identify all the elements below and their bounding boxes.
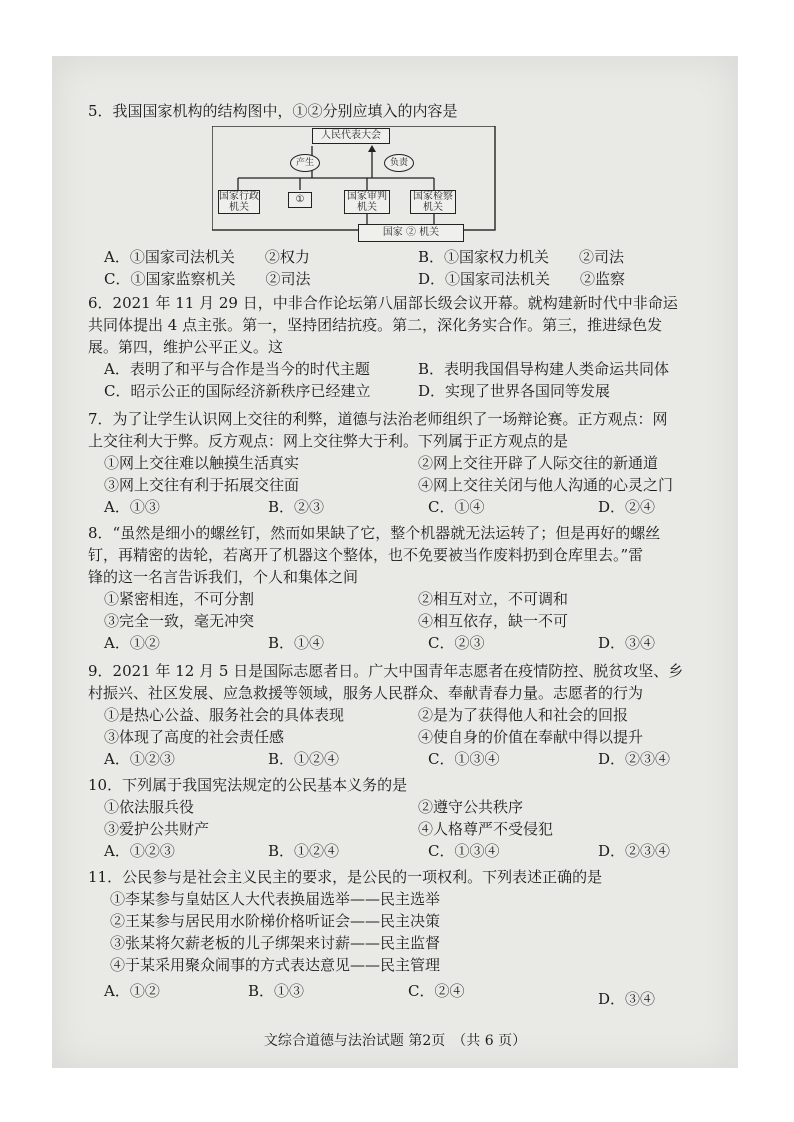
- statement-3: ③完全一致，毫无冲突: [104, 612, 255, 630]
- statement-4: ④网上交往关闭与他人沟通的心灵之门: [418, 476, 674, 494]
- statement-1: ①网上交往难以触摸生活真实: [104, 454, 300, 472]
- question-stem: 展。第四，维护公平正义。这: [88, 338, 284, 356]
- question-10: [88, 774, 720, 862]
- diagram-box-procuratorial: 国家检察机关: [410, 190, 456, 214]
- option-d: D．②③④: [598, 750, 671, 768]
- option-d: D．②③④: [598, 842, 671, 860]
- option-d: D．③④: [598, 990, 656, 1008]
- question-stem: 6．2021 年 11 月 29 日，中非合作论坛第八届部长级会议开幕。就构建新时代中非命运: [88, 294, 678, 312]
- diagram-bottom-box: 国家 ② 机关: [358, 224, 464, 242]
- option-b: B．②③: [268, 498, 325, 516]
- question-8: [88, 522, 720, 654]
- question-stem: 7．为了让学生认识网上交往的利弊，道德与法治老师组织了一场辩论赛。正方观点：网: [88, 410, 668, 428]
- question-stem: 9．2021 年 12 月 5 日是国际志愿者日。广大中国青年志愿者在疫情防控、脱贫攻坚、乡: [88, 662, 684, 680]
- option-c: C．昭示公正的国际经济新秩序已经建立: [104, 382, 371, 400]
- question-stem: 村振兴、社区发展、应急救援等领域，服务人民群众、奉献青春力量。志愿者的行为: [88, 684, 644, 702]
- question-stem: 共同体提出 4 点主张。第一，坚持团结抗疫。第二，深化务实合作。第三，推进绿色发: [88, 316, 663, 334]
- statement-2: ②是为了获得他人和社会的回报: [418, 706, 629, 724]
- statement-2: ②遵守公共秩序: [418, 798, 524, 816]
- statement-4: ④相互依存，缺一不可: [418, 612, 569, 630]
- statement-4: ④使自身的价值在奉献中得以提升: [418, 728, 644, 746]
- question-9: [88, 660, 720, 770]
- statement-2: ②网上交往开辟了人际交往的新通道: [418, 454, 659, 472]
- option-a: A．①②③: [104, 750, 175, 768]
- statement-2: ②王某参与居民用水阶梯价格听证会——民主决策: [110, 912, 441, 930]
- statement-1: ①紧密相连，不可分割: [104, 590, 255, 608]
- option-a: A．①②: [104, 634, 160, 652]
- question-stem: 锋的这一名言告诉我们，个人和集体之间: [88, 568, 359, 586]
- diagram-circle-produce: 产生: [290, 154, 320, 172]
- option-c: C．①③④: [428, 842, 500, 860]
- statement-3: ③爱护公共财产: [104, 820, 210, 838]
- option-b: B．①国家权力机关 ②司法: [418, 248, 625, 266]
- option-b: B．①②④: [268, 842, 340, 860]
- diagram-box-administrative: 国家行政机关: [219, 191, 259, 213]
- diagram-top-box: 人民代表大会: [312, 128, 390, 144]
- question-stem: 上交往利大于弊。反方观点：网上交往弊大于利。下列属于正方观点的是: [88, 432, 569, 450]
- option-b: B．①②④: [268, 750, 340, 768]
- statement-3: ③网上交往有利于拓展交往面: [104, 476, 300, 494]
- option-a: A．表明了和平与合作是当今的时代主题: [104, 360, 370, 378]
- statement-1: ①依法服兵役: [104, 798, 195, 816]
- question-6: [88, 292, 720, 402]
- option-a: A．①国家司法机关 ②权力: [104, 248, 310, 266]
- statement-1: ①是热心公益、服务社会的具体表现: [104, 706, 345, 724]
- option-c: C．①④: [428, 498, 485, 516]
- question-stem: 钉，再精密的齿轮，若离开了机器这个整体，也不免要被当作废料扔到仓库里去。”雷: [88, 546, 644, 564]
- state-organs-diagram: [212, 126, 496, 244]
- option-a: A．①②: [104, 982, 160, 1000]
- question-11: [88, 866, 720, 1008]
- option-d: D．③④: [598, 634, 656, 652]
- diagram-box-blank-1: ①: [288, 192, 312, 208]
- option-c: C．②③: [428, 634, 485, 652]
- option-d: D．实现了世界各国同等发展: [418, 382, 611, 400]
- option-d: D．②④: [598, 498, 656, 516]
- question-stem: 11．公民参与是社会主义民主的要求，是公民的一项权利。下列表述正确的是: [88, 868, 603, 886]
- statement-2: ②相互对立，不可调和: [418, 590, 569, 608]
- question-stem: 8．“虽然是细小的螺丝钉，然而如果缺了它，整个机器就无法运转了；但是再好的螺丝: [88, 524, 661, 542]
- question-stem: 5．我国国家机构的结构图中，①②分别应填入的内容是: [88, 102, 458, 120]
- option-a: A．①③: [104, 498, 160, 516]
- statement-3: ③体现了高度的社会责任感: [104, 728, 285, 746]
- question-stem: 10．下列属于我国宪法规定的公民基本义务的是: [88, 776, 408, 794]
- option-a: A．①②③: [104, 842, 175, 860]
- question-5: [88, 100, 720, 122]
- diagram-circle-responsible: 负责: [384, 154, 414, 172]
- option-d: D．①国家司法机关 ②监察: [418, 270, 626, 288]
- diagram-box-judicial: 国家审判机关: [344, 190, 390, 214]
- statement-1: ①李某参与皇姑区人大代表换届选举——民主选举: [110, 890, 441, 908]
- option-c: C．②④: [408, 982, 465, 1000]
- question-7: [88, 408, 720, 518]
- statement-3: ③张某将欠薪老板的儿子绑架来讨薪——民主监督: [110, 934, 441, 952]
- statement-4: ④人格尊严不受侵犯: [418, 820, 554, 838]
- option-b: B．①④: [268, 634, 325, 652]
- statement-4: ④于某采用聚众闹事的方式表达意见——民主管理: [110, 956, 441, 974]
- option-b: B．①③: [248, 982, 305, 1000]
- exam-page: [52, 56, 738, 1068]
- option-c: C．①③④: [428, 750, 500, 768]
- question-5-options: [88, 246, 720, 290]
- option-b: B．表明我国倡导构建人类命运共同体: [418, 360, 670, 378]
- page-footer: 文综合道德与法治试题 第2页 （共 6 页）: [263, 1033, 527, 1049]
- option-c: C．①国家监察机关 ②司法: [104, 270, 311, 288]
